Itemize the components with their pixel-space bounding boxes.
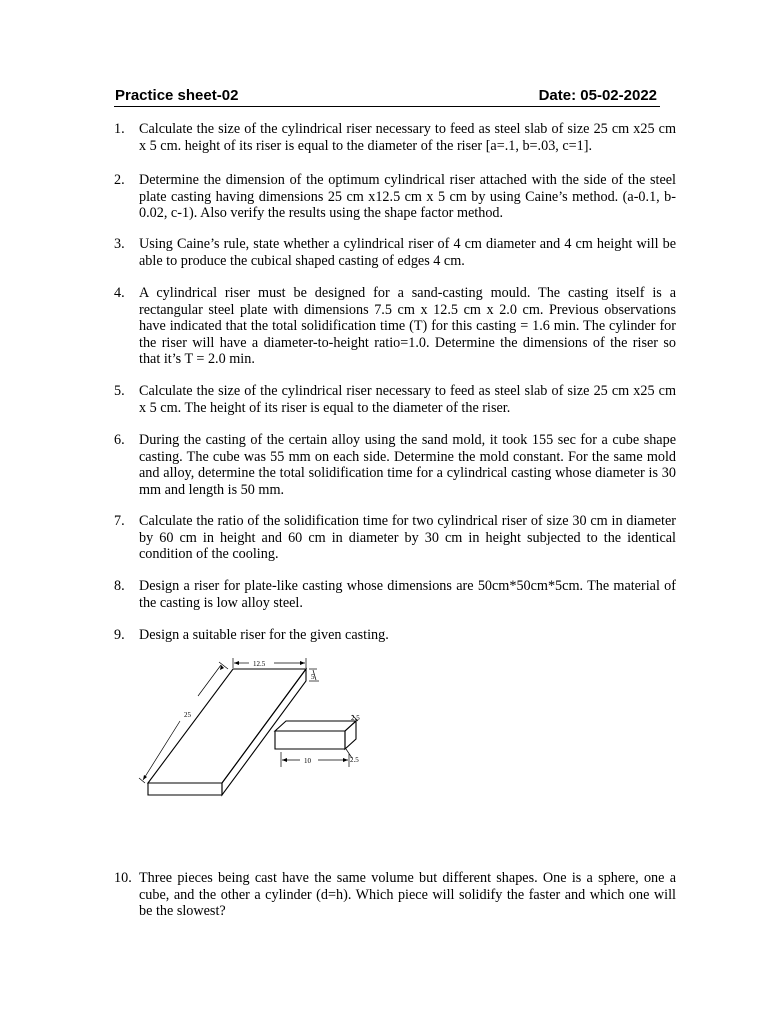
question-text: Design a riser for plate-like casting whose dimensions are 50cm*50cm*5cm. The material of the casting is low alloy steel. xyxy=(139,578,676,611)
plate-front-face xyxy=(148,783,222,795)
arrowhead xyxy=(343,758,348,762)
question-7 xyxy=(114,513,676,563)
plate-top-face xyxy=(148,669,306,783)
arrowhead xyxy=(282,758,287,762)
dim-length-label: 25 xyxy=(184,711,191,719)
question-4 xyxy=(114,285,676,368)
dim-thickness-label: 5 xyxy=(311,673,315,681)
question-number: 8. xyxy=(114,578,125,594)
question-text: Using Caine’s rule, state whether a cylindrical riser of 4 cm diameter and 4 cm height will be able to produce the cubical shaped casting of edges 4 cm. xyxy=(139,236,676,269)
question-9 xyxy=(114,627,676,644)
arrowhead xyxy=(234,661,239,665)
question-text: Calculate the size of the cylindrical riser necessary to feed as steel slab of size 25 cm x25 cm x 5 cm. The height of its riser is equal to the diameter of the riser. xyxy=(139,383,676,416)
dim-bar-depth-label: 2.5 xyxy=(350,756,359,764)
question-number: 2. xyxy=(114,172,125,188)
question-3 xyxy=(114,236,676,269)
dim-bar-length-label: 10 xyxy=(304,757,311,765)
question-number: 1. xyxy=(114,121,125,137)
question-number: 4. xyxy=(114,285,125,301)
casting-diagram xyxy=(138,655,378,815)
question-text: Determine the dimension of the optimum cylindrical riser attached with the side of the steel plate casting having dimensions 25 cm x12.5 cm x 5 cm by using Caine’s method. (a-0.1, b-0.02, c-1). Also verify the results using the shape factor method. xyxy=(139,172,676,222)
question-number: 9. xyxy=(114,627,125,643)
question-2 xyxy=(114,172,676,222)
bar-top-face xyxy=(275,721,356,731)
question-number: 10. xyxy=(114,870,132,886)
question-5 xyxy=(114,383,676,416)
arrowhead xyxy=(300,661,305,665)
question-text: Calculate the ratio of the solidification time for two cylindrical riser of size 30 cm in diameter by 60 cm in height and 60 cm in diameter by 30 cm in height subjected to the identical condition of the cooling. xyxy=(139,513,676,563)
bar-end-face xyxy=(345,721,356,749)
plate-side-face xyxy=(222,669,306,795)
question-1 xyxy=(114,121,676,154)
question-10 xyxy=(114,870,676,920)
question-number: 5. xyxy=(114,383,125,399)
sheet-title: Practice sheet-02 xyxy=(115,87,239,104)
question-8 xyxy=(114,578,676,611)
dim-bar-height-label: 2.5 xyxy=(351,714,360,722)
question-6 xyxy=(114,432,676,498)
question-text: Three pieces being cast have the same volume but different shapes. One is a sphere, one a cube, and the other a cylinder (d=h). Which piece will solidify the faster and which one will be the slowest? xyxy=(139,870,676,920)
question-text: Calculate the size of the cylindrical riser necessary to feed as steel slab of size 25 cm x25 cm x 5 cm. height of its riser is equal to the diameter of the riser [a=.1, b=.03, c=1]. xyxy=(139,121,676,154)
question-number: 7. xyxy=(114,513,125,529)
question-text: During the casting of the certain alloy using the sand mold, it took 155 sec for a cube shape casting. The cube was 55 mm on each side. Determine the mold constant. For the same mold and alloy, determine the total solidification time for a cylindrical casting whose diameter is 30 mm and length is 50 mm. xyxy=(139,432,676,498)
dim-length-line-bottom xyxy=(143,721,180,780)
question-text: A cylindrical riser must be designed for a sand-casting mould. The casting itself is a rectangular steel plate with dimensions 7.5 cm x 12.5 cm x 2.0 cm. Previous observations have indicated that the total solidification time (T) for this casting = 1.6 min. The cylinder for the riser will have a diameter-to-height ratio=1.0. Determine the dimensions of the riser so that it’s T = 2.0 min. xyxy=(139,285,676,368)
sheet-date: Date: 05-02-2022 xyxy=(538,87,657,104)
arrowhead xyxy=(143,775,147,780)
question-number: 3. xyxy=(114,236,125,252)
question-number: 6. xyxy=(114,432,125,448)
dim-length-line-top xyxy=(198,665,221,696)
page-header xyxy=(114,86,660,107)
dim-width-label: 12.5 xyxy=(253,660,266,668)
bar-front-face xyxy=(275,731,345,749)
casting-figure xyxy=(138,655,378,815)
question-text: Design a suitable riser for the given casting. xyxy=(139,627,389,643)
